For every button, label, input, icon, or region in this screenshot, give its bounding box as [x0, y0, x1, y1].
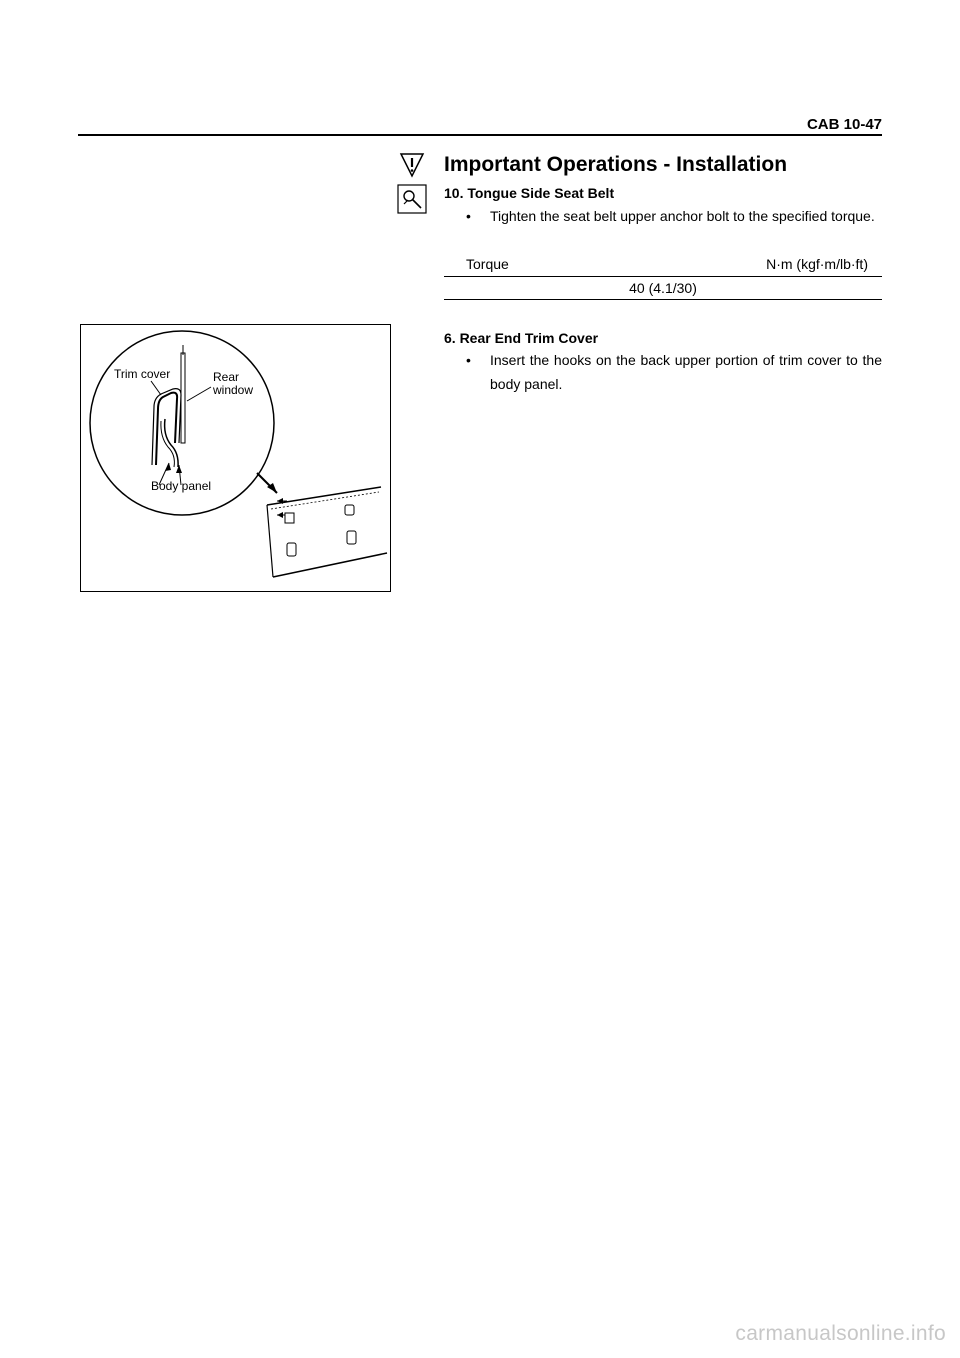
bullet-dot: •	[466, 208, 471, 224]
torque-value: 40 (4.1/30)	[444, 277, 882, 300]
label-trim-cover: Trim cover	[114, 367, 171, 381]
step-title-trim-cover: 6. Rear End Trim Cover	[444, 330, 599, 346]
warning-triangle-icon	[397, 152, 427, 178]
step-bullet-trim-cover	[466, 348, 882, 396]
label-body-panel: Body panel	[151, 479, 212, 493]
torque-table	[444, 254, 882, 300]
header-divider	[78, 134, 882, 136]
trim-cover-drawing	[81, 325, 392, 593]
bullet-text: Insert the hooks on the back upper portion of trim cover to the body panel.	[490, 352, 882, 392]
page-header-title: CAB 10-47	[806, 116, 882, 133]
magnifier-tool-icon	[397, 184, 427, 214]
torque-label: Torque	[466, 256, 509, 272]
label-rear-window-line2: window	[213, 383, 254, 397]
watermark: carmanualsonline.info	[735, 1322, 946, 1345]
step-bullet-seat-belt	[466, 204, 882, 228]
step-title-seat-belt: 10. Tongue Side Seat Belt	[444, 185, 615, 201]
bullet-dot: •	[466, 352, 471, 368]
bullet-text: Tighten the seat belt upper anchor bolt to the specified torque.	[490, 208, 875, 224]
torque-table-header	[444, 254, 882, 277]
section-heading: Important Operations - Installation	[444, 153, 788, 176]
torque-unit: N·m (kgf·m/lb·ft)	[766, 256, 868, 272]
label-rear-window-line1: Rear	[213, 370, 240, 384]
trim-cover-illustration	[80, 324, 391, 592]
